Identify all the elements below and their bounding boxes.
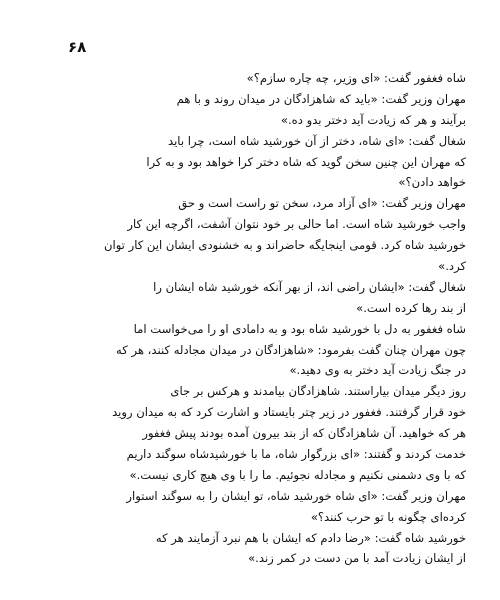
text-line: خدمت کردند و گفتند: «ای بزرگوار شاه، ما با خورشیدشاه سوگند داریم [126, 447, 466, 462]
text-line: مهران وزیر گفت: «باید که شاهزادگان در میدان روند و با هم [176, 91, 466, 106]
text-line: کرده‌ای چگونه با تو حرب کنند؟» [310, 509, 466, 524]
text-line: خود قرار گرفتند. فغفور در زیر چتر بایستاد و اشارت کرد که به میدان روید [112, 405, 466, 420]
page-number: ۶۸ [68, 38, 87, 56]
text-line: شاه فغفور گفت: «ای وزیر، چه چاره سازم؟» [246, 71, 466, 85]
text-line: روز دیگر میدان بیاراستند. شاهزادگان بیامدند و هرکس بر جای [170, 384, 466, 399]
text-line: خورشید شاه گفت: «رضا دادم که ایشان با هم نبرد آزمایند هر که [155, 530, 466, 545]
text-line: از بند رها کرده است.» [356, 300, 466, 315]
body-text [72, 68, 466, 569]
text-line: مهران وزیر گفت: «ای شاه خورشید شاه، تو ایشان را به سوگند استوار [126, 488, 466, 503]
text-line: شغال گفت: «ایشان راضی اند، از بهر آنکه خورشید شاه ایشان را [153, 279, 466, 294]
text-line: خورشید شاه کرد. قومی اینجایگه حاضراند و به خشنودی ایشان این کار توان [103, 238, 466, 253]
text-line: که با وی دشمنی نکنیم و مجادله نجوئیم. ما را با وی هیچ کاری نیست.» [129, 467, 466, 482]
text-line: شاه فغفور به دل با خورشید شاه بود و به دامادی او را می‌خواست اما [133, 321, 466, 336]
text-line: شغال گفت: «ای شاه، دختر از آن خورشید شاه است، چرا باید [167, 133, 466, 148]
text-line: از ایشان زیادت آمد با من دست در کمر زند.» [248, 551, 466, 566]
text-line: مهران وزیر گفت: «ای آزاد مرد، سخن تو راست است و حق [178, 196, 466, 211]
text-line: هر که خواهید. آن شاهزادگان که از بند بیرون آمده بودند پیش فغفور [142, 426, 466, 441]
text-line: خواهد دادن؟» [398, 175, 466, 190]
text-line: برآیند و هر که زیادت آید دختر بدو ده.» [280, 112, 466, 127]
text-line: کرد.» [438, 259, 466, 274]
text-line: واجب خورشید شاه است. اما حالی بر خود نتوان آشفت، اگرچه این کار [127, 217, 466, 232]
text-line: در جنگ زیادت آید دختر به وی دهید.» [289, 363, 466, 378]
text-line: که مهران این چنین سخن گوید که شاه دختر کرا خواهد بود و به کرا [146, 154, 466, 169]
text-line: چون مهران چنان گفت بفرمود: «شاهزادگان در میدان مجادله کنند، هر که [116, 342, 466, 357]
